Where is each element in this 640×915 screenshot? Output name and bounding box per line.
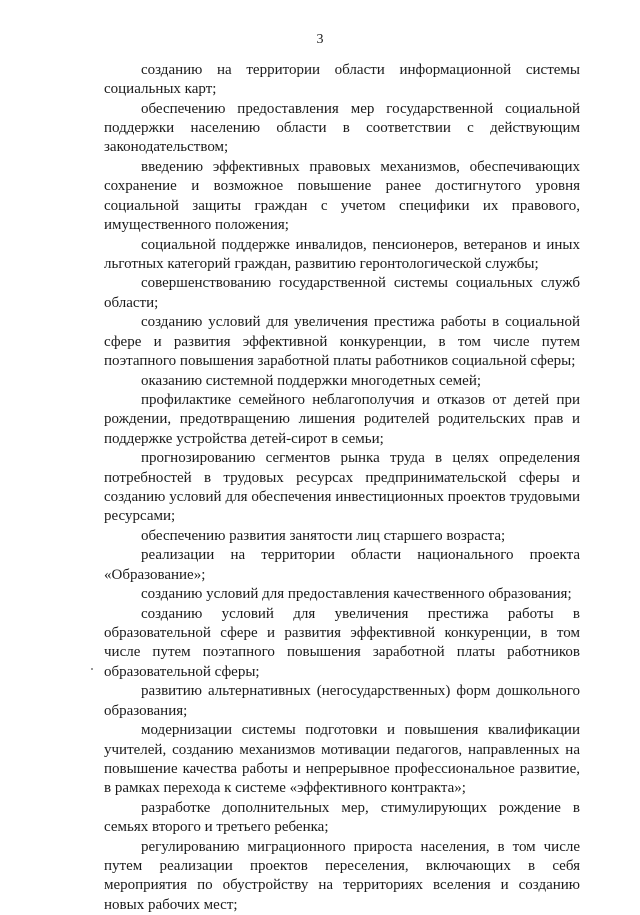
list-item: развитию альтернативных (негосударственных) форм дошкольного образования; [104, 683, 580, 719]
scan-speck [91, 668, 93, 670]
list-item: созданию условий для предоставления качественного образования; [141, 586, 572, 603]
list-item: регулированию миграционного прироста населения, в том числе путем реализации проектов переселения, включающих в себя мероприятия по обустройству на территориях вселения и созданию новых рабочих мест; [104, 838, 580, 913]
page-number: 3 [316, 32, 324, 47]
list-item: введению эффективных правовых механизмов, обеспечивающих сохранение и возможное повышение ранее достигнутого уровня социальной защиты граждан с учетом специфики их правового, имущественного положения; [104, 159, 580, 233]
list-item: модернизации системы подготовки и повышения квалификации учителей, созданию механизмов мотивации педагогов, направленных на повышение качества работы и непрерывное профессиональное развитие, в рамках перехода к системе «эффективного контракта»; [104, 722, 580, 797]
list-item: оказанию системной поддержки многодетных семей; [141, 372, 482, 389]
list-item: обеспечению развития занятости лиц старшего возраста; [141, 527, 506, 544]
list-item: обеспечению предоставления мер государственной социальной поддержки населению области в соответствии с действующим законодательством; [104, 100, 580, 156]
list-item: созданию условий для увеличения престижа работы в образовательной сфере и развития эффективной конкуренции, в том числе путем поэтапного повышения заработной платы работников образовательной сферы; [104, 605, 580, 680]
list-item: социальной поддержке инвалидов, пенсионеров, ветеранов и иных льготных категорий граждан, развитию геронтологической службы; [104, 236, 580, 272]
list-item: созданию условий для увеличения престижа работы в социальной сфере и развития эффективной конкуренции, в том числе путем поэтапного повышения заработной платы работников социальной сферы; [104, 314, 580, 369]
list-item: профилактике семейного неблагополучия и отказов от детей при рождении, предотвращению лишения родителей родительских прав и поддержке устройства детей-сирот в семьи; [104, 392, 580, 447]
list-item: реализации на территории области национального проекта «Образование»; [104, 547, 580, 583]
list-item: созданию на территории области информационной системы социальных карт; [104, 62, 580, 98]
list-item: совершенствованию государственной системы социальных служб области; [104, 275, 580, 311]
list-item: прогнозированию сегментов рынка труда в целях определения потребностей в трудовых ресурсах предпринимательской сферы и созданию условий для обеспечения инвестиционных проектов трудовыми ресурсами; [104, 450, 580, 525]
document-body [104, 61, 580, 915]
list-item: разработке дополнительных мер, стимулирующих рождение в семьях второго и третьего ребенка; [104, 799, 580, 836]
